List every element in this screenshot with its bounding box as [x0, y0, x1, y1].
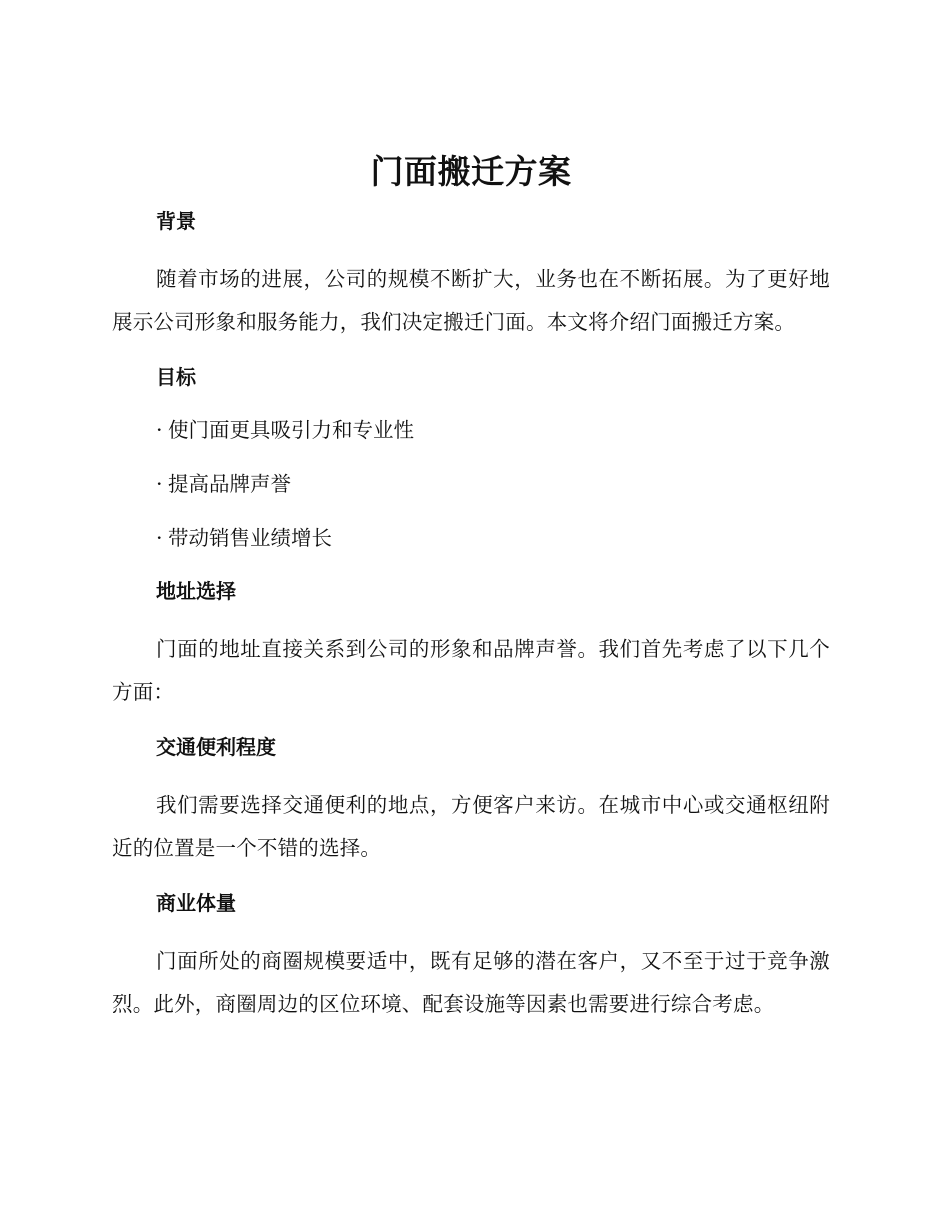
goal-item	[156, 468, 830, 500]
section-heading-goals: 目标	[156, 365, 196, 389]
section-heading-background: 背景	[156, 209, 196, 233]
business-paragraph: 门面所处的商圈规模要适中，既有足够的潜在客户，又不至于过于竞争激烈。此外，商圈周边的区位环境、配套设施等因素也需要进行综合考虑。	[112, 949, 830, 1016]
goal-item-text: 提高品牌声誉	[168, 472, 291, 496]
section-heading-business: 商业体量	[156, 891, 236, 915]
transport-paragraph: 我们需要选择交通便利的地点，方便客户来访。在城市中心或交通枢纽附近的位置是一个不错的选择。	[112, 793, 830, 860]
section-heading-transport: 交通便利程度	[156, 735, 276, 759]
location-paragraph: 门面的地址直接关系到公司的形象和品牌声誉。我们首先考虑了以下几个方面：	[112, 637, 830, 704]
goal-item-text: 带动销售业绩增长	[168, 526, 332, 550]
bullet-marker: ·	[156, 418, 163, 442]
goal-item	[156, 414, 830, 446]
goal-item-text: 使门面更具吸引力和专业性	[168, 418, 414, 442]
document-content	[112, 150, 830, 1044]
bullet-marker: ·	[156, 472, 163, 496]
page-title: 门面搬迁方案	[370, 152, 572, 191]
goal-item	[156, 522, 830, 554]
background-paragraph: 随着市场的进展，公司的规模不断扩大，业务也在不断拓展。为了更好地展示公司形象和服务能力，我们决定搬迁门面。本文将介绍门面搬迁方案。	[112, 267, 830, 334]
section-heading-location: 地址选择	[156, 579, 236, 603]
bullet-marker: ·	[156, 526, 163, 550]
